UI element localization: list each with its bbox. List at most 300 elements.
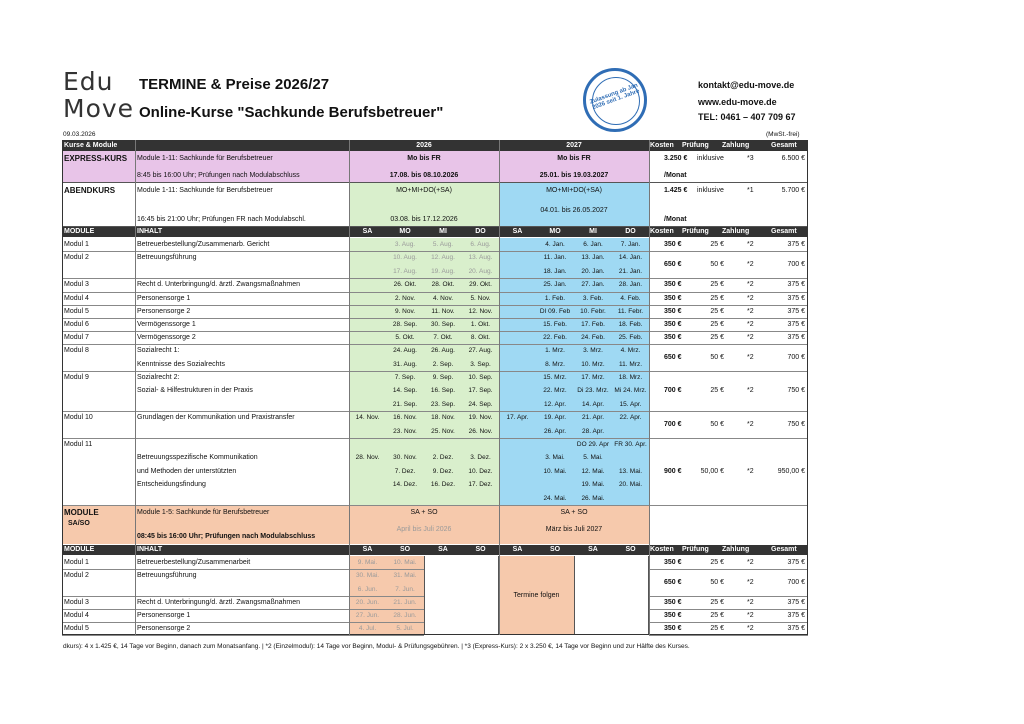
express-2027-days: Mo bis FR [557,155,591,162]
module-date: 17. Aug. [393,267,417,275]
module-sa-so-pruefung: 25 € [710,624,724,632]
module-sa-so-name: Modul 4 [64,612,89,619]
module-name: Modul 11 [64,441,93,448]
module-date: 20. Jan. [581,267,605,275]
module-date: 15. Mrz. [543,374,567,381]
module-date: 8. Mrz. [545,360,565,368]
abend-zahlung: *1 [747,187,754,194]
module-date: 24. Sep. [468,400,493,408]
module-date: 9. Nov. [394,308,416,315]
module-name: Modul 4 [64,295,89,302]
module-date: 10. Sep. [468,374,493,381]
module-date: 26. Mai. [581,494,605,502]
module-gesamt: 375 € [787,333,805,341]
modsaso-desc: Module 1-5: Sachkunde für Berufsbetreuer [137,509,270,516]
module-date: 26. Apr. [543,427,567,435]
module-date: 3. Feb. [582,295,604,302]
module-date: 15. Feb. [543,321,567,328]
module-content: Grundlagen der Kommunikation und Praxistransfer [137,414,295,421]
module-sa-so-kosten: 350 € [664,598,682,606]
module-sa-so-content: Betreuungsführung [137,572,197,579]
certification-stamp: Zulassung ab Jan 2026 seit 1. Jahre [583,68,647,132]
express-time: 8:45 bis 16:00 Uhr; Prüfungen nach Modulabschluss [137,172,300,179]
module-content: Betreuungsspezifische Kommunikation [137,454,258,462]
module-sa-so-zahlung: *2 [747,624,754,632]
module-date: 12. Aug. [431,254,455,261]
module-date: 18. Jan. [543,267,567,275]
module-pruefung: 25 € [710,307,724,315]
module-so-date: 28. Jun. [393,612,417,619]
module-sa-so-content: Personensorge 2 [137,625,191,632]
module-content: Personensorge 2 [137,308,191,315]
express-2026-range: 17.08. bis 08.10.2026 [389,172,459,179]
module-date: 6. Aug. [470,241,491,248]
module-date: 24. Mai. [543,494,567,502]
module-name: Modul 7 [64,334,89,341]
abend-2026-days: MO+MI+DO(+SA) [396,187,452,194]
module-date: 27. Aug. [468,347,493,354]
module-date: FR 30. Apr. [614,441,647,448]
module-zahlung: *2 [747,240,754,248]
module-date: 20. Mai. [618,481,643,489]
contact-email[interactable]: kontakt@edu-move.de [698,80,795,90]
module-date: 5. Okt. [395,334,415,341]
abend-name: ABENDKURS [64,186,116,195]
module-date: 27. Jan. [581,281,605,288]
module-sa-date: 6. Jun. [357,585,378,593]
module-date: Di 23. Mrz. [577,387,609,395]
module-sa-so-gesamt: 375 € [787,558,805,566]
module-date: 10. Aug. [393,254,417,261]
page-subtitle: Online-Kurse "Sachkunde Berufsbetreuer" [139,104,444,121]
header-zahlung: Zahlung [722,142,750,149]
module-date: 4. Jan. [545,241,565,248]
module-content: Recht d. Unterbringung/d. ärztl. Zwangsmaßnahmen [137,281,301,288]
module-name: Modul 9 [64,374,89,381]
module-sa-so-content: Personensorge 1 [137,612,191,619]
module-date: 12. Nov. [468,308,493,315]
module-sa-so-kosten: 350 € [664,611,682,619]
module-sa-so-name: Modul 1 [64,559,89,566]
module-date: 28. Sep. [392,321,418,328]
abend-2026-range: 03.08. bis 17.12.2026 [390,216,458,223]
module-gesamt: 700 € [787,353,805,361]
module-date: 21. Apr. [581,414,605,421]
module-sa-so-zahlung: *2 [747,558,754,566]
modsaso-header-sa: SA [362,546,373,553]
module-header-gesamt: Gesamt [771,228,797,235]
module-date: 15. Apr. [619,400,642,408]
module-zahlung: *2 [747,420,754,428]
module-zahlung: *2 [747,467,754,475]
module-so-date: 31. Mai. [393,572,417,579]
module-date: 17. Sep. [468,387,493,395]
module-gesamt: 375 € [787,240,805,248]
module-pruefung: 50,00 € [700,467,724,475]
module-date: 19. Mai. [581,481,605,489]
module-header-modul: MODULE [64,228,95,235]
module-kosten: 350 € [664,333,682,341]
module-content: Sozialrecht 1: [137,347,180,354]
module-sa-so-gesamt: 375 € [787,624,805,632]
module-gesamt: 375 € [787,281,805,288]
module-date: 2. Sep. [432,360,454,368]
module-pruefung: 25 € [710,333,724,341]
module-header-mi: MI [439,228,447,235]
module-gesamt: 700 € [787,260,805,268]
module-gesamt: 375 € [787,307,805,315]
module-date: 7. Dez. [394,467,416,475]
module-date: 28. Apr. [581,427,605,435]
module-gesamt: 750 € [787,420,805,428]
module-kosten: 700 € [664,420,682,428]
module-date: 7. Jan. [620,241,641,248]
modsaso-header-sa3: SA [512,546,523,553]
header-gesamt: Gesamt [771,142,797,149]
module-sa-so-divider-right [649,635,808,636]
module-sa-so-zahlung: *2 [747,611,754,619]
modsaso-header-so: SO [399,546,411,553]
module-sa-date: 27. Jun. [355,612,380,619]
express-name: EXPRESS-KURS [64,154,128,163]
module-date: 16. Dez. [430,481,456,489]
abend-inklusive: inklusive [697,187,724,194]
module-date: DO 29. Apr [576,441,610,448]
mwst-note: (MwSt.-frei) [766,131,800,138]
module-kosten: 650 € [664,260,682,268]
module-name: Modul 5 [64,308,89,315]
module-sa-so-content: Recht d. Unterbringung/d. ärztl. Zwangsmaßnahmen [137,599,301,606]
module-date: 23. Nov. [393,427,417,435]
module-date: 19. Nov. [468,414,493,421]
col-divider [649,140,650,635]
modsaso-header-so3: SO [549,546,561,553]
module-date: 30. Sep. [430,321,456,328]
module-content: Betreuungsführung [137,254,197,261]
module-date: 1. Okt. [470,321,491,328]
express-monat: /Monat [664,172,687,179]
module-date: 30. Nov. [393,454,417,462]
module-so-date: 21. Jun. [393,599,417,606]
col-divider [135,140,136,635]
module-header-sa2: SA [512,228,523,235]
module-date: 17. Feb. [581,321,605,328]
module-pruefung: 25 € [710,294,724,302]
module-gesamt: 750 € [787,387,805,394]
module-date: 3. Aug. [394,241,416,248]
module-zahlung: *2 [747,387,754,394]
module-pruefung: 25 € [710,387,724,394]
module-header-zahlung: Zahlung [722,228,750,235]
table-border [62,140,808,635]
module-date: 12. Apr. [543,400,567,408]
module-date: 14. Jan. [618,254,643,261]
express-zahlung: *3 [747,155,754,162]
module-date: 1. Feb. [544,295,566,302]
module-sa-so-divider [62,635,424,636]
contact-web[interactable]: www.edu-move.de [698,97,777,107]
module-sa-so-pruefung: 25 € [710,558,724,566]
module-date: 26. Okt. [393,281,417,288]
footnote: dkurs): 4 x 1.425 €, 14 Tage vor Beginn, danach zum Monatsanfang. | *2 (Einzelmodul): 14 Tage vor Beginn, Modul- & Prüfungsgebühren. | *3 (Express-Kurs): 2 x 3.250 €, 14 Tage vor Beginn und zur Hälfte des Kurses. [63,643,690,650]
module-pruefung: 50 € [710,420,724,428]
module-pruefung: 50 € [710,260,724,268]
module-date: 2. Dez. [432,454,454,462]
module-kosten: 350 € [664,281,682,288]
module-content: Kenntnisse des Sozialrechts [137,360,225,368]
module-date: 14. Sep. [392,387,418,395]
module-content: Vermögenssorge 1 [137,321,196,328]
module-sa-so-gesamt: 700 € [787,578,805,586]
abend-monat: /Monat [664,216,687,223]
col-divider [349,140,350,635]
module-gesamt: 375 € [787,320,805,328]
module-date: 29. Okt. [469,281,492,288]
header-pruefung: Prüfung [682,142,709,149]
module-sa-so-kosten: 350 € [664,558,682,566]
module-sa-so-kosten: 650 € [664,578,682,586]
modsaso-header-modul: MODULE [64,546,95,553]
module-date: 18. Feb. [618,321,643,328]
module-date: 9. Dez. [432,467,454,475]
module-date: 11. Jan. [543,254,567,261]
module-zahlung: *2 [747,260,754,268]
abend-2027-days: MO+MI+DO(+SA) [546,187,602,194]
module-pruefung: 25 € [710,281,724,288]
module-date: 25. Jan. [543,281,567,288]
module-date: 13. Aug. [468,254,493,261]
express-kosten: 3.250 € [664,155,688,162]
module-sa-so-name: Modul 3 [64,599,89,606]
module-name: Modul 10 [64,414,93,421]
modsaso-header-sa2: SA [438,546,448,553]
module-name: Modul 6 [64,321,89,328]
module-so-date: 7. Jun. [395,585,415,593]
module-date: 8. Okt. [470,334,491,341]
modsaso-2026-days: SA + SO [410,509,438,516]
termine-folgen: Termine folgen [513,591,560,599]
module-date: 17. Apr. [506,414,529,421]
module-sa-so-name: Modul 5 [64,625,89,632]
module-kosten: 350 € [664,320,682,328]
modsaso-header-so4: SO [625,546,636,553]
module-date: 3. Mrz. [583,347,603,354]
module-date: 10. Febr. [580,308,606,315]
module-date: 1. Mrz. [545,347,565,354]
module-date: 22. Mrz. [543,387,567,395]
module-date: 5. Nov. [470,295,491,302]
modsaso-header-pruefung: Prüfung [682,546,709,553]
module-date: 18. Nov. [431,414,455,421]
modsaso-2026-range: April bis Juli 2026 [396,526,452,533]
module-sa-so-zahlung: *2 [747,598,754,606]
module-sa-so-zahlung: *2 [747,578,754,586]
module-date: 11. Nov. [431,308,455,315]
module-kosten: 900 € [664,467,682,475]
module-content: Betreuerbestellung/Zusammenarb. Gericht [137,241,270,248]
col-divider [499,140,500,635]
schedule-table [62,140,808,640]
module-content: Vermögenssorge 2 [137,334,196,341]
module-date: 11. Febr. [617,308,644,315]
modsaso-name: MODULE [64,508,99,517]
module-content: Sozial- & Hilfestrukturen in der Praxis [137,387,253,395]
module-zahlung: *2 [747,281,754,288]
contact-phone: TEL: 0461 – 407 709 67 [698,112,796,122]
module-sa-date: 9. Mai. [357,559,378,566]
module-date: 4. Feb. [620,295,641,302]
module-header-kosten: Kosten [650,228,674,235]
module-header-mo: MO [399,228,411,235]
module-so-date: 10. Mai. [393,559,417,566]
module-gesamt: 375 € [787,294,805,302]
abend-desc: Module 1-11: Sachkunde für Berufsbetreuer [137,187,273,194]
module-date: 20. Aug. [468,267,493,275]
module-date: 25. Nov. [431,427,455,435]
module-date: DI 09. Feb [539,308,571,315]
module-date: 22. Feb. [543,334,567,341]
module-sa-so-pruefung: 25 € [710,611,724,619]
module-header-inhalt: INHALT [137,228,163,235]
module-date: 10. Dez. [468,467,493,475]
module-date: 17. Mrz. [581,374,605,381]
module-date: 5. Aug. [432,241,454,248]
module-date: 28. Jan. [618,281,643,288]
module-date: 12. Mai. [581,467,605,475]
module-sa-so-pruefung: 50 € [710,578,724,586]
module-date: 14. Apr. [581,400,605,408]
module-date: Mi 24. Mrz. [614,387,647,395]
module-header-mi2: MI [589,228,597,235]
modsaso-header-inhalt: INHALT [137,546,163,553]
module-zahlung: *2 [747,320,754,328]
modsaso-header-so2: SO [475,546,486,553]
modsaso-header-kosten: Kosten [650,546,674,553]
module-sa-date: 20. Jun. [355,599,380,606]
module-name: Modul 8 [64,347,89,354]
module-date: 3. Sep. [470,360,491,368]
module-header-do: DO [475,228,486,235]
module-kosten: 350 € [664,294,682,302]
module-date: 21. Sep. [392,400,418,408]
module-date: 10. Mrz. [581,360,605,368]
module-so-date: 5. Jul. [396,625,414,632]
module-sa-so-pruefung: 25 € [710,598,724,606]
express-2027-range: 25.01. bis 19.03.2027 [539,172,609,179]
module-date: 31. Aug. [393,360,417,368]
module-gesamt: 950,00 € [777,467,805,475]
abend-time: 16:45 bis 21:00 Uhr; Prüfungen FR nach Modulabschl. [137,216,306,223]
module-date: 9. Sep. [432,374,454,381]
module-date: 17. Dez. [468,481,493,489]
modsaso-time: 08:45 bis 16:00 Uhr; Prüfungen nach Modulabschluss [137,533,316,540]
modsaso-2027-range: März bis Juli 2027 [545,526,603,533]
module-date: 16. Nov. [393,414,417,421]
module-date: 7. Sep. [394,374,416,381]
module-date: 4. Mrz. [620,347,641,354]
express-gesamt: 6.500 € [781,155,805,162]
express-2026-days: Mo bis FR [407,155,441,162]
module-zahlung: *2 [747,353,754,361]
module-date: 28. Nov. [355,454,380,462]
module-sa-so-kosten: 350 € [664,624,682,632]
module-date: 6. Jan. [583,241,603,248]
page-title: TERMINE & Preise 2026/27 [139,76,330,93]
module-date: 24. Aug. [393,347,417,354]
module-date: 16. Sep. [430,387,456,395]
logo: Edu Move [63,67,135,123]
module-date: 10. Mai. [543,467,567,475]
module-date: 23. Sep. [430,400,456,408]
module-date: 22. Apr. [619,414,642,421]
module-zahlung: *2 [747,333,754,341]
module-pruefung: 25 € [710,240,724,248]
module-date: 18. Mrz. [618,374,643,381]
module-pruefung: 25 € [710,320,724,328]
module-date: 3. Dez. [470,454,491,462]
module-date: 14. Nov. [355,414,380,421]
module-sa-date: 30. Mai. [355,572,380,579]
module-date: 7. Okt. [433,334,453,341]
module-pruefung: 50 € [710,353,724,361]
module-name: Modul 2 [64,254,89,261]
module-sa-so-name: Modul 2 [64,572,89,579]
module-content: Sozialrecht 2: [137,374,180,381]
module-date: 11. Mrz. [619,360,642,368]
module-date: 13. Mai. [618,467,643,475]
modsaso-sub: SA/SO [68,520,90,527]
express-desc: Module 1-11: Sachkunde für Berufsbetreuer [137,155,273,162]
module-date: 14. Dez. [392,481,418,489]
module-content: Personensorge 1 [137,295,191,302]
module-header-pruefung: Prüfung [682,228,709,235]
modsaso-header-sa4: SA [588,546,598,553]
module-sa-so-gesamt: 375 € [787,611,805,619]
module-date: 21. Jan. [618,267,643,275]
module-zahlung: *2 [747,294,754,302]
module-date: 13. Jan. [581,254,605,261]
module-sa-date: 4. Jul. [358,625,377,632]
modsaso-2027-days: SA + SO [560,509,588,516]
module-date: 19. Apr. [543,414,567,421]
module-date: 24. Feb. [581,334,605,341]
header-2026: 2026 [416,142,432,149]
modsaso-header-zahlung: Zahlung [722,546,750,553]
module-name: Modul 3 [64,281,89,288]
modsaso-header-gesamt: Gesamt [771,546,797,553]
module-name: Modul 1 [64,241,89,248]
module-header-do2: DO [625,228,636,235]
module-date: 4. Nov. [432,295,454,302]
module-sa-so-content: Betreuerbestellung/Zusammenarbeit [137,559,251,566]
header-2027: 2027 [566,142,582,149]
module-date: 28. Okt. [431,281,455,288]
module-kosten: 650 € [664,353,682,361]
module-date: 19. Aug. [431,267,455,275]
module-content: Entscheidungsfindung [137,481,206,489]
abend-2027-range: 04.01. bis 26.05.2027 [540,207,608,214]
module-date: 26. Aug. [431,347,455,354]
header-kurse: Kurse & Module [64,142,118,149]
module-date: 2. Nov. [394,295,416,302]
module-header-mo2: MO [549,228,561,235]
abend-kosten: 1.425 € [664,187,688,194]
module-header-sa: SA [362,228,373,235]
abend-gesamt: 5.700 € [781,187,805,194]
module-date: 25. Feb. [618,334,643,341]
module-kosten: 700 € [664,387,682,394]
document-date: 09.03.2026 [63,131,96,138]
